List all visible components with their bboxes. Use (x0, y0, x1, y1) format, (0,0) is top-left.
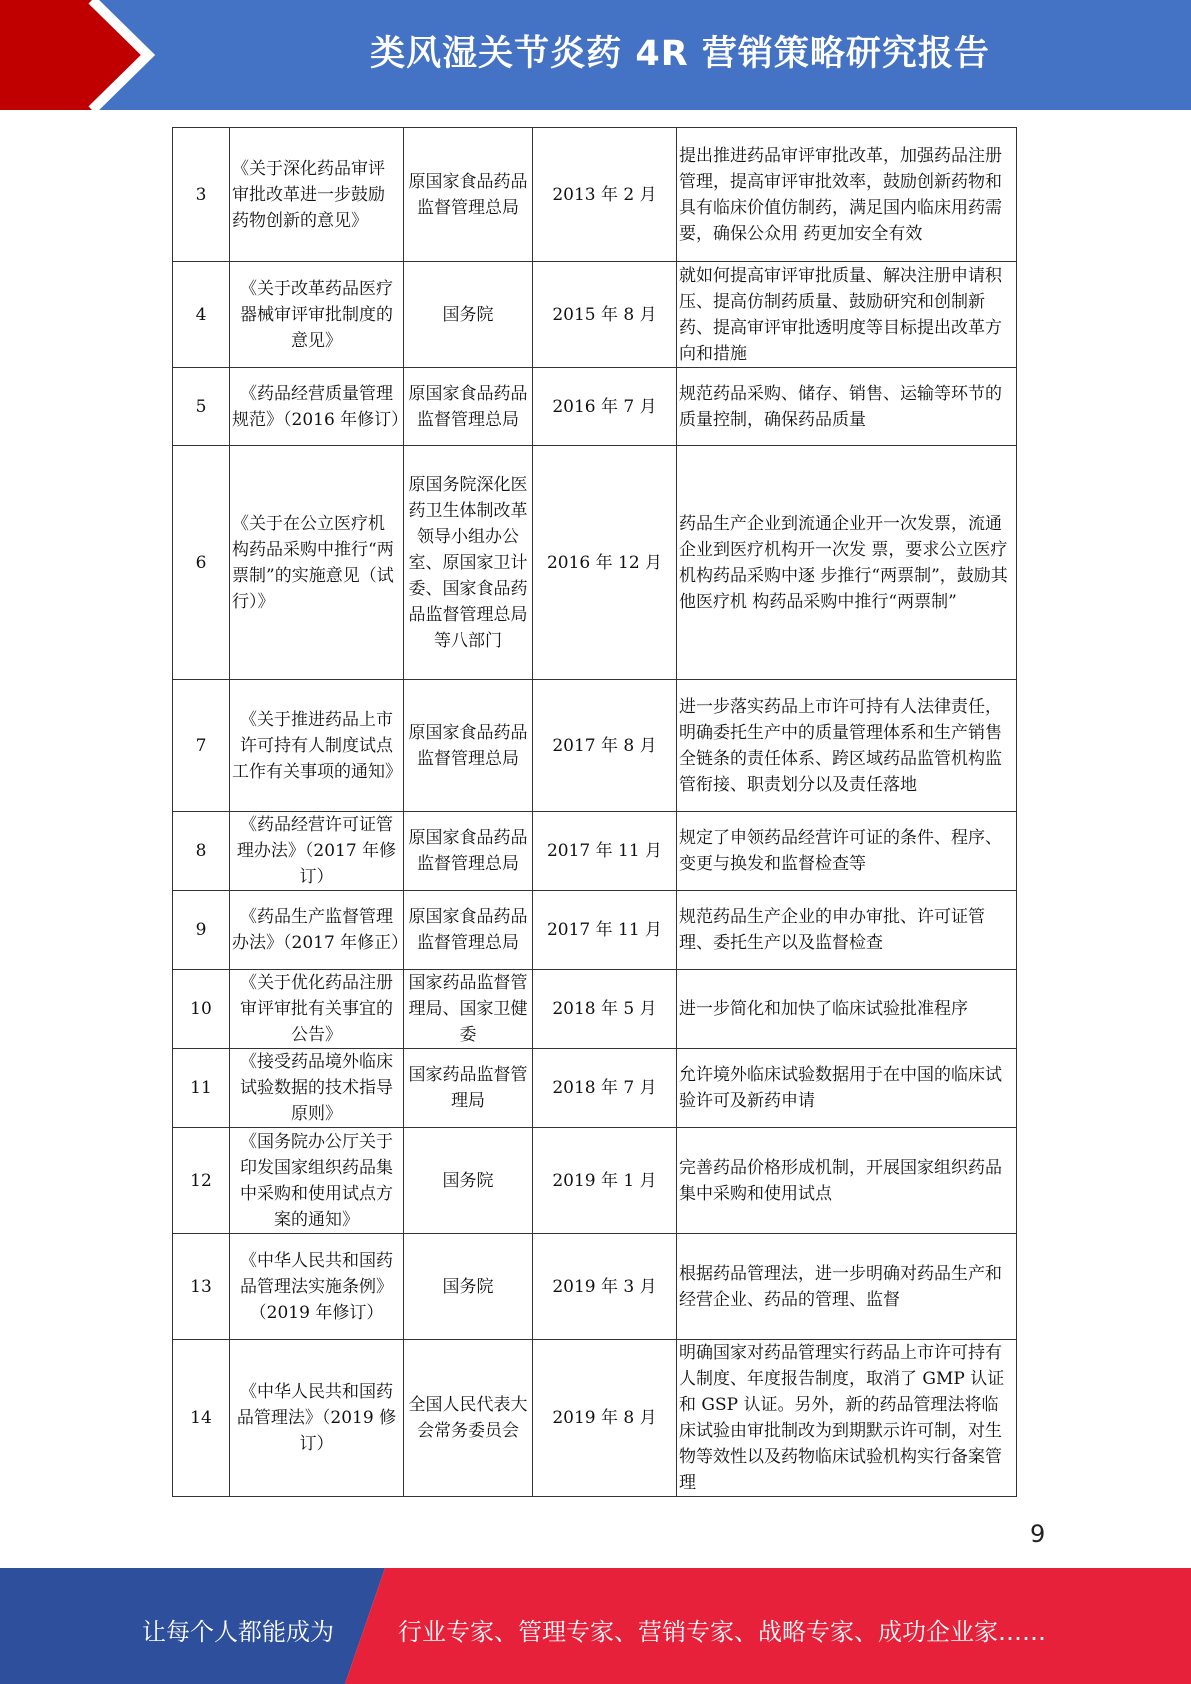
description: 规定了申领药品经营许可证的条件、程序、变更与换发和监督检查等 (677, 812, 1017, 891)
issuing-authority: 国务院 (404, 1128, 533, 1234)
document-title: 《关于优化药品注册审评审批有关事宜的公告》 (230, 970, 404, 1049)
table-row (173, 128, 1017, 262)
policy-table (172, 127, 1017, 1497)
row-number: 5 (173, 368, 230, 446)
page-header (0, 0, 1191, 110)
issue-date: 2017 年 8 月 (533, 680, 677, 812)
row-number: 13 (173, 1234, 230, 1340)
row-number: 4 (173, 262, 230, 368)
document-title: 《关于改革药品医疗器械审评审批制度的意见》 (230, 262, 404, 368)
issuing-authority: 国务院 (404, 1234, 533, 1340)
document-title: 《药品生产监督管理办法》（2017 年修正） (230, 891, 404, 970)
description: 就如何提高审评审批质量、解决注册申请积压、提高仿制药质量、鼓励研究和创制新药、提高审评审批透明度等目标提出改革方向和措施 (677, 262, 1017, 368)
description: 进一步简化和加快了临床试验批准程序 (677, 970, 1017, 1049)
issuing-authority: 全国人民代表大会常务委员会 (404, 1340, 533, 1497)
table-row (173, 970, 1017, 1049)
issue-date: 2019 年 1 月 (533, 1128, 677, 1234)
row-number: 8 (173, 812, 230, 891)
row-number: 10 (173, 970, 230, 1049)
report-title: 类风湿关节炎药 4R 营销策略研究报告 (370, 34, 990, 74)
document-title: 《国务院办公厅关于印发国家组织药品集中采购和使用试点方案的通知》 (230, 1128, 404, 1234)
row-number: 12 (173, 1128, 230, 1234)
table-row (173, 1340, 1017, 1497)
table-row (173, 1049, 1017, 1128)
page-footer (0, 1568, 1191, 1684)
row-number: 6 (173, 446, 230, 680)
issue-date: 2016 年 12 月 (533, 446, 677, 680)
description: 根据药品管理法，进一步明确对药品生产和经营企业、药品的管理、监督 (677, 1234, 1017, 1340)
issue-date: 2019 年 8 月 (533, 1340, 677, 1497)
document-title: 《关于推进药品上市许可持有人制度试点工作有关事项的通知》 (230, 680, 404, 812)
table-row (173, 262, 1017, 368)
document-title: 《药品经营许可证管理办法》（2017 年修订） (230, 812, 404, 891)
document-title: 《中华人民共和国药品管理法》（2019 修订） (230, 1340, 404, 1497)
row-number: 3 (173, 128, 230, 262)
description: 进一步落实药品上市许可持有人法律责任，明确委托生产中的质量管理体系和生产销售全链条的责任体系、跨区域药品监管机构监管衔接、职责划分以及责任落地 (677, 680, 1017, 812)
row-number: 7 (173, 680, 230, 812)
page-number: 9 (1030, 1520, 1046, 1548)
table-row (173, 1128, 1017, 1234)
issuing-authority: 原国家食品药品监督管理总局 (404, 368, 533, 446)
issuing-authority: 原国家食品药品监督管理总局 (404, 128, 533, 262)
issue-date: 2017 年 11 月 (533, 812, 677, 891)
description: 药品生产企业到流通企业开一次发票，流通企业到医疗机构开一次发 票，要求公立医疗机构药品采购中逐 步推行“两票制”，鼓励其他医疗机 构药品采购中推行“两票制” (677, 446, 1017, 680)
issue-date: 2018 年 7 月 (533, 1049, 677, 1128)
document-title: 《关于深化药品审评审批改革进一步鼓励药物创新的意见》 (230, 128, 404, 262)
issue-date: 2017 年 11 月 (533, 891, 677, 970)
row-number: 9 (173, 891, 230, 970)
row-number: 14 (173, 1340, 230, 1497)
footer-slogan-right: 行业专家、管理专家、营销专家、战略专家、成功企业家…… (398, 1618, 1046, 1646)
footer-slogan-left: 让每个人都能成为 (142, 1618, 334, 1646)
document-title: 《药品经营质量管理规范》（2016 年修订） (230, 368, 404, 446)
description: 规范药品采购、储存、销售、运输等环节的质量控制，确保药品质量 (677, 368, 1017, 446)
table-row (173, 680, 1017, 812)
issuing-authority: 原国家食品药品监督管理总局 (404, 891, 533, 970)
issuing-authority: 国家药品监督管理局 (404, 1049, 533, 1128)
description: 提出推进药品审评审批改革，加强药品注册管理，提高审评审批效率，鼓励创新药物和具有临床价值仿制药，满足国内临床用药需要，确保公众用 药更加安全有效 (677, 128, 1017, 262)
table-row (173, 446, 1017, 680)
issuing-authority: 原国务院深化医药卫生体制改革领导小组办公室、原国家卫计委、国家食品药品监督管理总局等八部门 (404, 446, 533, 680)
issue-date: 2018 年 5 月 (533, 970, 677, 1049)
issue-date: 2015 年 8 月 (533, 262, 677, 368)
document-title: 《接受药品境外临床试验数据的技术指导原则》 (230, 1049, 404, 1128)
table-row (173, 812, 1017, 891)
row-number: 11 (173, 1049, 230, 1128)
description: 允许境外临床试验数据用于在中国的临床试验许可及新药申请 (677, 1049, 1017, 1128)
table-row (173, 368, 1017, 446)
description: 明确国家对药品管理实行药品上市许可持有人制度、年度报告制度，取消了 GMP 认证和 GSP 认证。另外，新的药品管理法将临床试验由审批制改为到期默示许可制，对生物等效性以及药物临床试验机构实行备案管理 (677, 1340, 1017, 1497)
issuing-authority: 国务院 (404, 262, 533, 368)
issuing-authority: 原国家食品药品监督管理总局 (404, 812, 533, 891)
issuing-authority: 原国家食品药品监督管理总局 (404, 680, 533, 812)
description: 规范药品生产企业的申办审批、许可证管理、委托生产以及监督检查 (677, 891, 1017, 970)
description: 完善药品价格形成机制，开展国家组织药品集中采购和使用试点 (677, 1128, 1017, 1234)
table-row (173, 1234, 1017, 1340)
issuing-authority: 国家药品监督管理局、国家卫健委 (404, 970, 533, 1049)
document-title: 《中华人民共和国药品管理法实施条例》（2019 年修订） (230, 1234, 404, 1340)
issue-date: 2019 年 3 月 (533, 1234, 677, 1340)
table-row (173, 891, 1017, 970)
issue-date: 2016 年 7 月 (533, 368, 677, 446)
document-title: 《关于在公立医疗机构药品采购中推行“两票制”的实施意见（试行）》 (230, 446, 404, 680)
issue-date: 2013 年 2 月 (533, 128, 677, 262)
